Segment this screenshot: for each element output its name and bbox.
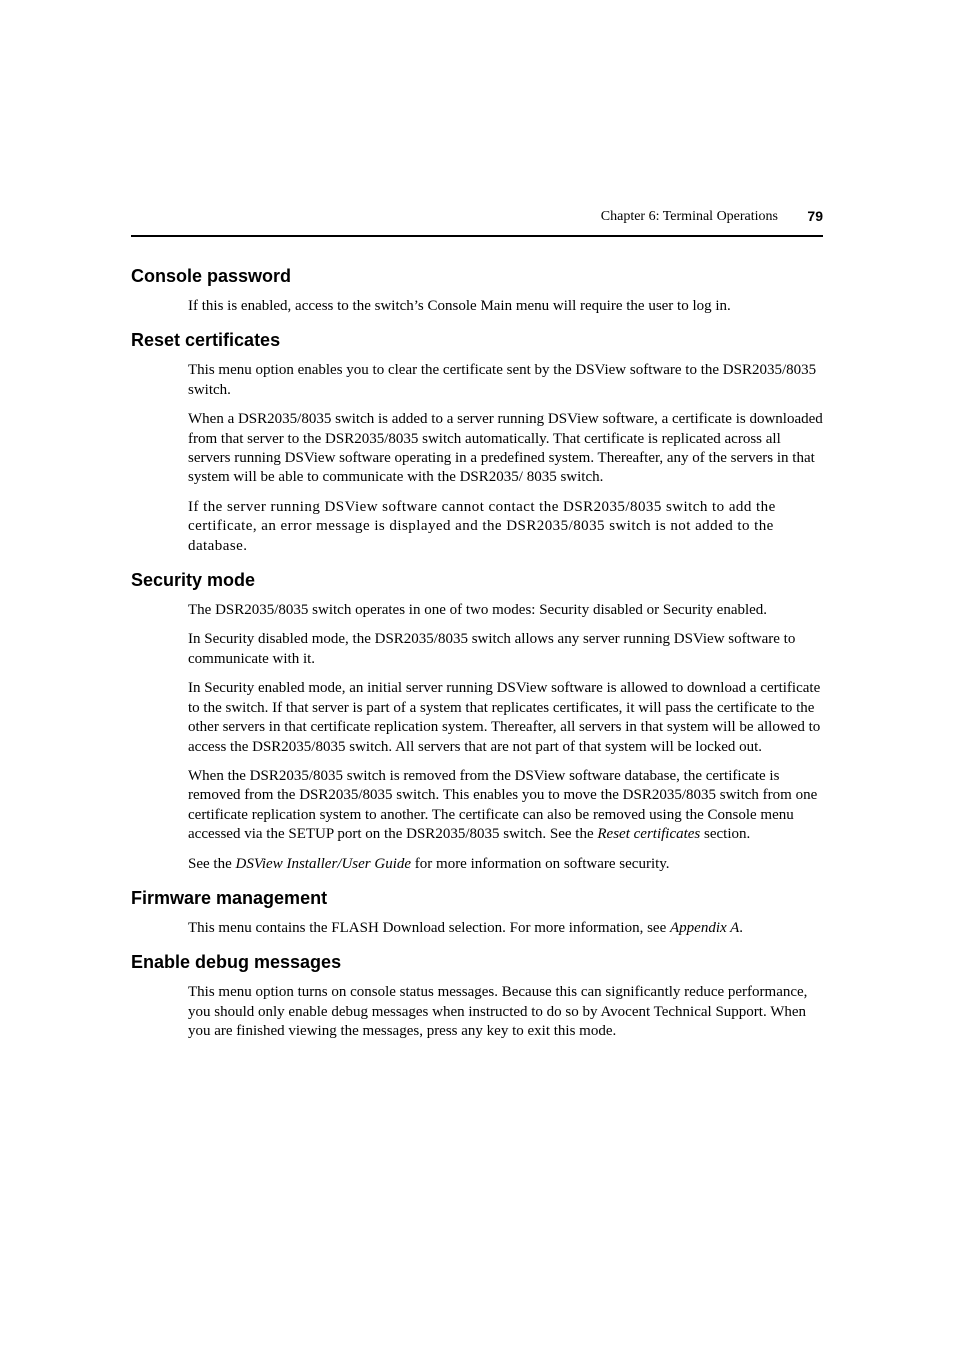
section-heading: Security mode xyxy=(131,570,256,591)
paragraph xyxy=(188,919,823,938)
paragraph: This menu option enables you to clear the certificate sent by the DSView software to the DSR2035/8035 switch. xyxy=(188,362,817,398)
section-heading: Firmware management xyxy=(131,887,328,908)
text-run: This menu contains the FLASH Download selection. For more information, see xyxy=(188,919,670,936)
header-rule xyxy=(131,235,823,237)
paragraph: When a DSR2035/8035 switch is added to a server running DSView software, a certificate is downloaded from that server to the DSR2035/8035 switch automatically. That certificate is replicated across all servers running DSView software operating in a predefined system. Thereafter, any of the servers in that system will be able to communicate with the DSR2035/ 8035 switch. xyxy=(188,411,823,486)
appendix-reference: Appendix A xyxy=(670,919,740,936)
page-content xyxy=(131,264,823,1054)
text-run: . xyxy=(739,919,744,936)
guide-reference: DSView Installer/User Guide xyxy=(235,855,412,872)
text-run: See the xyxy=(188,855,236,872)
paragraph: In Security disabled mode, the DSR2035/8035 switch allows any server running DSView software to communicate with it. xyxy=(188,631,796,667)
text-run: When the DSR2035/8035 switch is removed from the DSView software database, the certificate is removed from the DSR2035/8035 switch. This enables you to move the DSR2035/8035 switch from one certificate replication system to another. The certificate can also be removed using the Console menu accessed via the SETUP port on the DSR2035/8035 switch. See the xyxy=(188,767,818,843)
cross-reference: Reset certificates xyxy=(597,826,701,843)
paragraph: In Security enabled mode, an initial server running DSView software is allowed to download a certificate to the switch. If that server is part of a system that replicates certificates, it will pass the certificate to the other servers in that certificate replication system. Thereafter, all servers in that system will be allowed to access the DSR2035/8035 switch. All servers that are not part of that system will be locked out. xyxy=(188,680,821,755)
paragraph: If this is enabled, access to the switch’s Console Main menu will require the user to log in. xyxy=(188,298,731,314)
chapter-title: Chapter 6: Terminal Operations xyxy=(600,209,778,224)
paragraph: If the server running DSView software cannot contact the DSR2035/8035 switch to add the certificate, an error message is displayed and the DSR2035/8035 switch is not added to the database. xyxy=(188,498,776,554)
section-heading: Reset certificates xyxy=(131,330,281,351)
paragraph xyxy=(188,855,823,874)
section-firmware-management xyxy=(131,886,823,938)
page-header xyxy=(131,208,823,230)
text-run: for more information on software security. xyxy=(411,855,670,872)
section-enable-debug-messages xyxy=(131,950,823,1041)
paragraph: The DSR2035/8035 switch operates in one of two modes: Security disabled or Security enabled. xyxy=(188,602,768,619)
section-security-mode xyxy=(131,568,823,874)
page-number: 79 xyxy=(807,208,823,224)
section-heading: Enable debug messages xyxy=(131,952,342,973)
section-heading: Console password xyxy=(131,266,292,286)
section-reset-certificates xyxy=(131,328,823,556)
paragraph xyxy=(188,767,823,845)
text-run: section. xyxy=(700,826,751,843)
paragraph: This menu option turns on console status messages. Because this can significantly reduce performance, you should only enable debug messages when instructed to do so by Avocent Technical Support. When you are finished viewing the messages, press any key to exit this mode. xyxy=(188,984,808,1040)
section-console-password xyxy=(131,264,823,316)
